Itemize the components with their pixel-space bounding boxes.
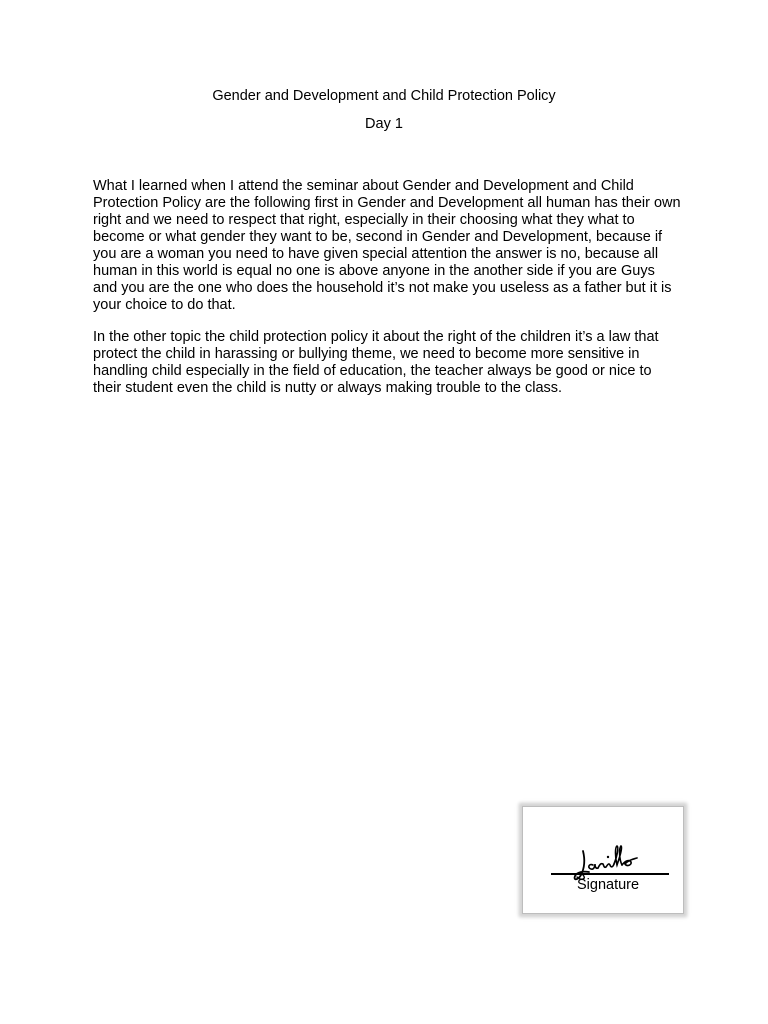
paragraph-child-protection: In the other topic the child protection policy it about the right of the children it’s a law that protect the child in harassing or bullying theme, we need to become more sensitive in handling child especially in the field of education, the teacher always be good or nice to their student even the child is nutty or always making trouble to the class. [93, 329, 659, 396]
document-title: Gender and Development and Child Protection Policy [212, 88, 556, 104]
signature-line [551, 873, 669, 875]
document-day-label: Day 1 [365, 116, 403, 132]
signature-label: Signature [577, 877, 640, 893]
signature-box [522, 806, 684, 914]
paragraph-gender-development: What I learned when I attend the seminar about Gender and Development and Child Protection Policy are the following first in Gender and Development all human has their own right and we need to respect that right, especially in their choosing what they what to become or what gender they want to be, second in Gender and Development, because if you are a woman you need to have given special attention the answer is no, because all human in this world is equal no one is above anyone in the another side if you are Guys and you are the one who does the household it’s not make you useless as a father but it is your choice to do that. [93, 178, 681, 313]
